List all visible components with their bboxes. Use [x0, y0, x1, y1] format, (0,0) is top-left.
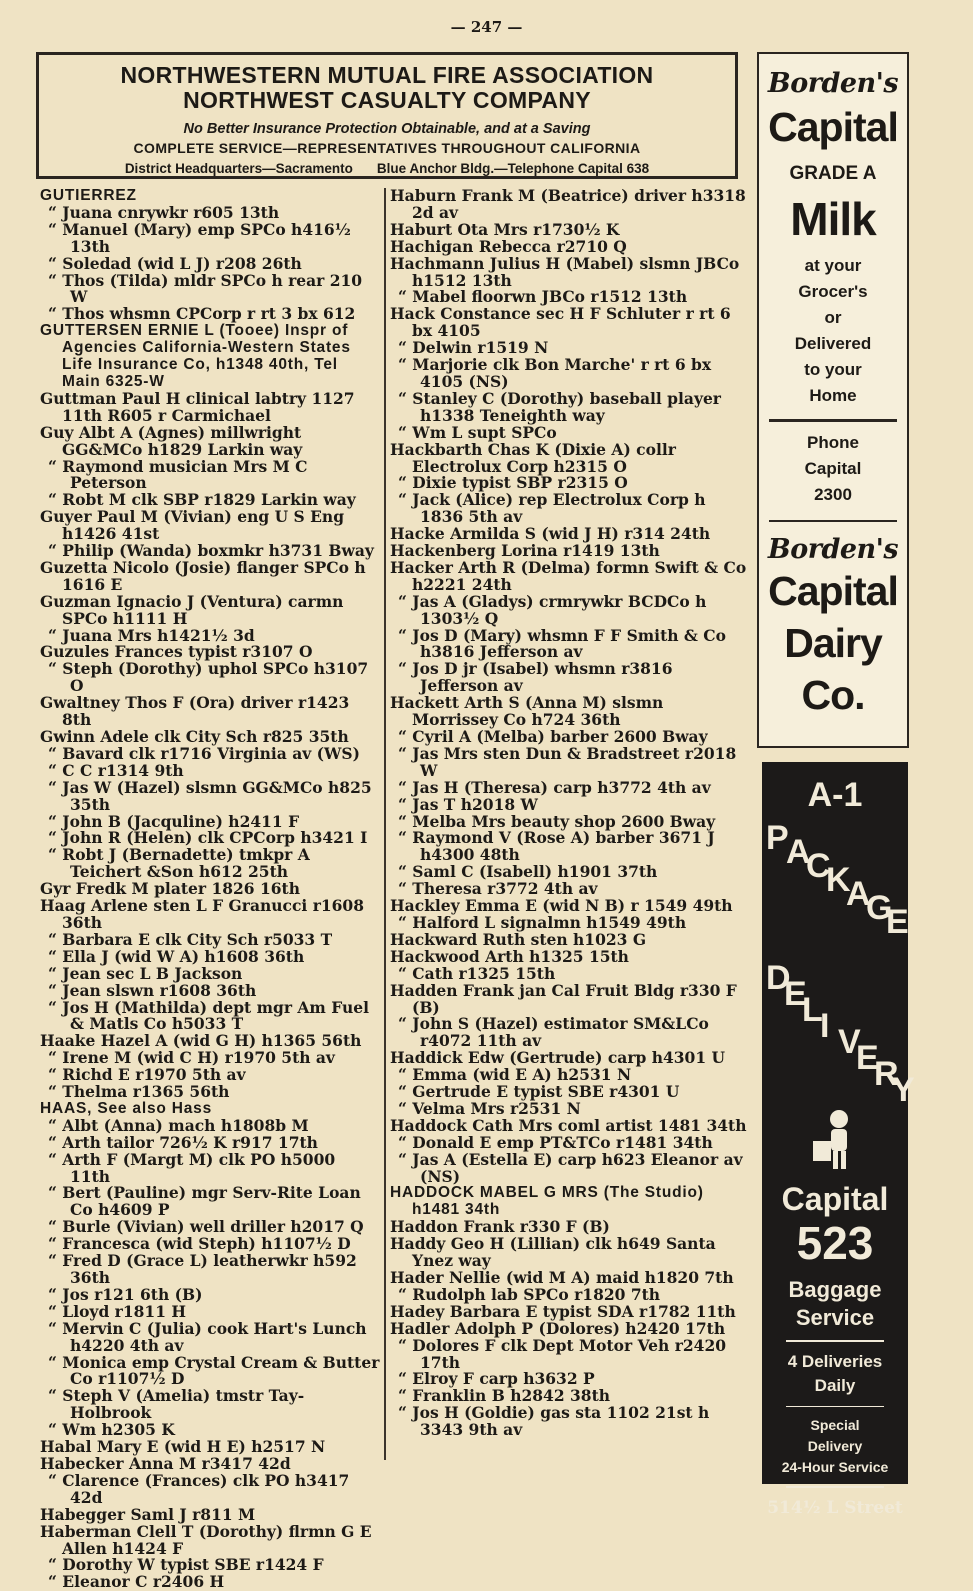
directory-entry: “ Saml C (Isabell) h1901 37th [398, 862, 658, 882]
directory-entry: “ Emma (wid E A) h2531 N [398, 1065, 632, 1085]
ad2-24-hour: 24-Hour Service [781, 1459, 889, 1475]
directory-entry: “ Fred D (Grace L) leatherwkr h592 36th [48, 1251, 357, 1287]
directory-entry: “ Manuel (Mary) emp SPCo h416½ 13th [48, 219, 351, 256]
ad-grade: GRADE A [789, 163, 877, 184]
directory-entry: “ Richd E r1970 5th av [48, 1065, 246, 1085]
bordens-logo-2: Borden's [767, 534, 899, 565]
directory-entry: “ Marjorie clk Bon Marche' r rt 6 bx 4105 (NS) [398, 355, 712, 391]
directory-entry: “ Eleanor C r2406 H [48, 1572, 225, 1591]
directory-entry: Hackett Arth S (Anna M) slsmn Morrissey Co h724 36th [390, 693, 664, 730]
directory-entry: Guy Albt A (Agnes) millwright GG&MCo h1829 Larkin way [40, 422, 303, 459]
directory-entry: Habegger Saml J r811 M [40, 1504, 256, 1524]
directory-entry: “ Raymond musician Mrs M C Peterson [48, 456, 308, 493]
directory-entry: “ Arth F (Margt M) clk PO h5000 11th [48, 1149, 336, 1186]
directory-entry: Guzetta Nicolo (Josie) flanger SPCo h 1616 E [40, 557, 366, 594]
ad2-rule-3 [786, 1486, 884, 1488]
banner-headquarters: District Headquarters—Sacramento [124, 161, 353, 176]
directory-entry: Hacker Arth R (Delma) formn Swift & Co h2221 24th [390, 557, 747, 594]
directory-entry: Hackley Emma E (wid N B) r 1549 49th [390, 896, 733, 916]
pkg-word-letter: A [846, 875, 871, 913]
directory-entry: Haake Hazel A (wid G H) h1365 56th [40, 1031, 362, 1051]
ad-at-your: at your [804, 256, 862, 275]
directory-entry: “ Arth tailor 726½ K r917 17th [48, 1132, 318, 1152]
directory-entry: Haburt Ota Mrs r1730½ K [390, 219, 620, 239]
directory-entry: “ Jean slswn r1608 36th [48, 980, 257, 1000]
directory-entry: “ Donald E emp PT&TCo r1481 34th [398, 1132, 713, 1152]
bordens-dairy-ad [757, 52, 909, 748]
directory-entry: “ Thos (Tilda) mldr SPCo h rear 210 W [48, 270, 363, 307]
column-divider [384, 188, 386, 1460]
directory-entry: Haddon Frank r330 F (B) [390, 1217, 610, 1237]
dlv-word-letter: I [820, 1007, 830, 1045]
directory-entry: Gyr Fredk M plater 1826 16th [40, 879, 300, 899]
ad-rule-2 [769, 520, 897, 523]
directory-entry: Hachmann Julius H (Mabel) slsmn JBCo h1512 13th [390, 253, 740, 290]
directory-entry: Haburn Frank M (Beatrice) driver h3318 2d av [390, 186, 746, 222]
directory-entry: “ Wm h2305 K [48, 1420, 175, 1440]
directory-entry: Hackbarth Chas K (Dixie A) collr Electrolux Corp h2315 O [390, 439, 676, 476]
directory-entry: Hader Nellie (wid M A) maid h1820 7th [390, 1268, 734, 1287]
directory-entry: “ Barbara E clk City Sch r5033 T [48, 929, 333, 949]
directory-entry: “ John S (Hazel) estimator SM&LCo r4072 11th av [398, 1014, 709, 1051]
directory-entry: “ C C r1314 9th [48, 760, 184, 780]
directory-entry: Hack Constance sec H F Schluter r rt 6 bx 4105 [390, 304, 731, 341]
directory-entry: Habecker Anna M r3417 42d [40, 1453, 291, 1473]
directory-entry: “ Steph V (Amelia) tmstr Tay-Holbrook [48, 1386, 305, 1423]
directory-entry: “ Albt (Anna) mach h1808b M [48, 1115, 309, 1135]
directory-entry: Hackenberg Lorina r1419 13th [390, 541, 660, 561]
directory-entry: “ Jack (Alice) rep Electrolux Corp h 1836 5th av [398, 490, 706, 527]
pkg-word-letter: A [786, 833, 811, 871]
package-delivery-ad [762, 762, 915, 1518]
bordens-logo-1: Borden's [767, 68, 899, 99]
directory-entry: “ Jos H (Mathilda) dept mgr Am Fuel & Matls Co h5033 T [48, 997, 369, 1034]
directory-entry: “ Jos D (Mary) whsmn F F Smith & Co h3816 Jefferson av [398, 625, 726, 662]
ad-rule-1 [769, 419, 897, 422]
directory-entry: Haddick Edw (Gertrude) carp h4301 U [390, 1048, 726, 1068]
banner-line-4: COMPLETE SERVICE—REPRESENTATIVES THROUGHOUT CALIFORNIA [133, 140, 641, 156]
directory-entry: Haberman Clell T (Dorothy) flrmn G E Allen h1424 F [40, 1521, 372, 1558]
directory-heading: HADDOCK MABEL G MRS (The Studio) h1481 34th [390, 1184, 704, 1219]
dlv-word-letter: E [856, 1039, 879, 1077]
directory-entry: “ Velma Mrs r2531 N [398, 1098, 581, 1118]
directory-entry: “ John R (Helen) clk CPCorp h3421 I [48, 828, 368, 848]
directory-entry: “ Thelma r1365 56th [48, 1082, 230, 1102]
directory-entry: “ Robt M clk SBP r1829 Larkin way [48, 490, 356, 510]
directory-entry: “ Clarence (Frances) clk PO h3417 42d [48, 1470, 350, 1507]
directory-entry: “ Raymond V (Rose A) barber 3671 J h4300 48th [398, 828, 715, 865]
directory-entry: “ Dixie typist SBP r2315 O [398, 473, 628, 493]
directory-entry: Guzules Frances typist r3107 O [40, 642, 313, 662]
directory-entry: “ Lloyd r1811 H [48, 1301, 187, 1321]
directory-column-middle [390, 188, 748, 1439]
insurance-banner-ad [36, 52, 738, 179]
ad-or: or [824, 308, 842, 327]
ad2-a1: A-1 [807, 776, 863, 814]
directory-entry: “ Mabel floorwn JBCo r1512 13th [398, 287, 688, 307]
directory-entry: “ Melba Mrs beauty shop 2600 Bway [398, 811, 716, 831]
directory-entry: Hadden Frank jan Cal Fruit Bldg r330 F (B) [390, 980, 737, 1017]
directory-entry: “ Dolores F clk Dept Motor Veh r2420 17th [398, 1335, 727, 1372]
directory-entry: “ Delwin r1519 N [398, 338, 549, 358]
directory-entry: Hadey Barbara E typist SDA r1782 11th [390, 1301, 736, 1321]
directory-entry: Gwaltney Thos F (Ora) driver r1423 8th [40, 693, 350, 730]
ad-phone-capital: Capital [804, 458, 862, 478]
directory-entry: “ Jas T h2018 W [398, 794, 538, 814]
pkg-word-letter: K [826, 861, 851, 899]
directory-heading: GUTTERSEN ERNIE L (Tooee) Inspr of Agencies California-Western States Life Insurance Co, h1348 40th, Tel Main 6325-W [40, 322, 351, 390]
banner-line-1: NORTHWESTERN MUTUAL FIRE ASSOCIATION [120, 62, 654, 88]
directory-entry: Gwinn Adele clk City Sch r825 35th [40, 727, 349, 746]
directory-heading: HAAS, See also Hass [40, 1099, 212, 1117]
banner-line-5 [39, 158, 735, 180]
banner-telephone: Blue Anchor Bldg.—Telephone Capital 638 [376, 161, 650, 176]
ad-home: Home [809, 386, 857, 405]
directory-entry: “ Jos r121 6th (B) [48, 1284, 203, 1304]
dlv-word-letter: D [766, 959, 791, 997]
directory-column-left [40, 188, 380, 1591]
directory-entry: “ Jas A (Estella E) carp h623 Eleanor av (NS) [398, 1149, 743, 1186]
directory-entry: “ Jas W (Hazel) slsmn GG&MCo h825 35th [48, 777, 372, 814]
ad2-service: Service [795, 1305, 875, 1330]
directory-entry: Hackward Ruth sten h1023 G [390, 929, 647, 949]
directory-entry: “ Robt J (Bernadette) tmkpr A Teichert &Son h612 25th [48, 845, 310, 882]
ad-milk: Milk [790, 193, 876, 245]
directory-entry: “ Stanley C (Dorothy) baseball player h1338 Teneighth way [398, 388, 721, 425]
directory-entry: “ Irene M (wid C H) r1970 5th av [48, 1048, 335, 1068]
directory-entry: “ Jas Mrs sten Dun & Bradstreet r2018 W [398, 743, 737, 780]
ad-dairy: Dairy [784, 620, 882, 666]
directory-entry: “ Bert (Pauline) mgr Serv-Rite Loan Co h4609 P [48, 1183, 361, 1220]
banner-line-2: NORTHWEST CASUALTY COMPANY [183, 87, 591, 113]
pkg-word-letter: G [866, 889, 893, 927]
directory-entry: “ Jos H (Goldie) gas sta 1102 21st h 3343 9th av [398, 1403, 710, 1440]
directory-entry: Hacke Armilda S (wid J H) r314 24th [390, 524, 711, 544]
directory-entry: “ Bavard clk r1716 Virginia av (WS) [48, 743, 360, 763]
directory-entry: “ Rudolph lab SPCo r1820 7th [398, 1284, 661, 1304]
ad2-daily: Daily [814, 1375, 856, 1395]
directory-entry: “ Jas H (Theresa) carp h3772 4th av [398, 777, 711, 797]
ad2-street-address: 514½ L Street [767, 1497, 903, 1518]
directory-entry: “ Jas A (Gladys) crmrywkr BCDCo h 1303½ Q [398, 591, 707, 628]
directory-entry: “ Thos whsmn CPCorp r rt 3 bx 612 [48, 304, 356, 324]
directory-entry: Habal Mary E (wid H E) h2517 N [40, 1437, 326, 1457]
directory-entry: “ Cyril A (Melba) barber 2600 Bway [398, 727, 708, 746]
pkg-word-letter: C [806, 847, 831, 885]
directory-entry: “ Jos D jr (Isabel) whsmn r3816 Jefferson av [398, 659, 673, 696]
directory-entry: “ Halford L signalmn h1549 49th [398, 912, 687, 932]
dlv-word-letter: V [838, 1023, 861, 1061]
directory-entry: “ Gertrude E typist SBE r4301 U [398, 1082, 680, 1102]
directory-entry: Guzman Ignacio J (Ventura) carmn SPCo h1111 H [40, 591, 344, 628]
ad2-number: 523 [796, 1217, 874, 1269]
dlv-word-letter: R [874, 1055, 899, 1093]
directory-heading: GUTIERREZ [40, 187, 137, 204]
directory-entry: “ Theresa r3772 4th av [398, 879, 598, 899]
directory-entry: “ Elroy F carp h3632 P [398, 1369, 595, 1389]
directory-entry: “ Ella J (wid W A) h1608 36th [48, 946, 305, 966]
directory-entry: “ Cath r1325 15th [398, 963, 556, 983]
ad2-baggage: Baggage [788, 1277, 882, 1302]
directory-entry: “ Steph (Dorothy) uphol SPCo h3107 O [48, 659, 369, 696]
pkg-word-letter: P [766, 819, 789, 857]
directory-entry: “ Franklin B h2842 38th [398, 1386, 611, 1406]
ad-delivered: Delivered [794, 334, 872, 353]
dlv-word-letter: Y [892, 1071, 915, 1109]
bellhop-icon [762, 1105, 908, 1175]
ad-grocers: Grocer's [798, 282, 868, 301]
directory-entry: Haag Arlene sten L F Granucci r1608 36th [40, 896, 364, 932]
ad2-special-delivery: Delivery [807, 1438, 863, 1454]
directory-entry: “ Juana Mrs h1421½ 3d [48, 625, 255, 645]
directory-entry: “ Mervin C (Julia) cook Hart's Lunch h4220 4th av [48, 1318, 367, 1355]
ad-to-your: to your [804, 360, 862, 379]
directory-entry: Haddy Geo H (Lillian) clk h649 Santa Ynez way [390, 1234, 716, 1271]
ad2-capital: Capital [781, 1181, 889, 1217]
ad2-package-delivery-diagonal [762, 815, 915, 1109]
directory-entry: “ Monica emp Crystal Cream & Butter Co r1107½ D [48, 1352, 380, 1389]
ad-phone-number: 2300 [814, 484, 852, 504]
directory-entry: “ Burle (Vivian) well driller h2017 Q [48, 1217, 364, 1237]
ad-capital-2: Capital [768, 568, 898, 614]
directory-entry: “ Juana cnrywkr r605 13th [48, 202, 280, 222]
directory-entry: “ Jean sec L B Jackson [48, 963, 243, 983]
ad-co: Co. [801, 672, 865, 718]
directory-entry: Guyer Paul M (Vivian) eng U S Eng h1426 41st [40, 507, 345, 544]
directory-entry: “ Philip (Wanda) boxmkr h3731 Bway [48, 541, 374, 561]
directory-entry: “ Francesca (wid Steph) h1107½ D [48, 1234, 351, 1254]
directory-entry: Hackwood Arth h1325 15th [390, 946, 629, 966]
ad-phone-label: Phone [807, 432, 859, 452]
directory-entry: Guttman Paul H clinical labtry 1127 11th R605 r Carmichael [40, 388, 355, 425]
dlv-word-letter: L [802, 991, 823, 1029]
directory-entry: Hachigan Rebecca r2710 Q [390, 236, 627, 256]
directory-entry: Hadler Adolph P (Dolores) h2420 17th [390, 1318, 726, 1338]
directory-entry: “ Wm L supt SPCo [398, 422, 557, 442]
ad2-four-deliveries: 4 Deliveries [787, 1351, 883, 1371]
ad-capital-1: Capital [768, 104, 898, 150]
directory-entry: Haddock Cath Mrs coml artist 1481 34th [390, 1115, 747, 1135]
page-number: — 247 — [450, 18, 523, 36]
directory-entry: “ Soledad (wid L J) r208 26th [48, 253, 302, 273]
banner-line-3: No Better Insurance Protection Obtainable, and at a Saving [183, 121, 591, 137]
ad2-rule-2 [786, 1406, 884, 1408]
directory-entry: “ Dorothy W typist SBE r1424 F [48, 1555, 324, 1575]
pkg-word-letter: E [886, 903, 909, 941]
ad2-special: Special [810, 1417, 860, 1433]
directory-entry: “ John B (Jacquline) h2411 F [48, 811, 300, 831]
ad2-rule-1 [786, 1340, 884, 1342]
dlv-word-letter: E [784, 975, 807, 1013]
